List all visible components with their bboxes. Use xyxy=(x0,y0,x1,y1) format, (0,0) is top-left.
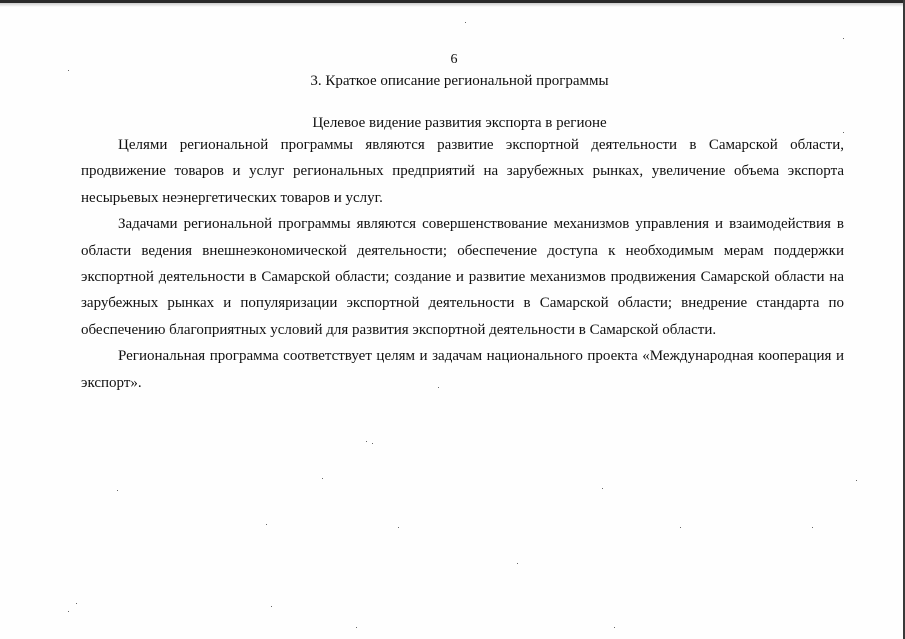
body-text xyxy=(81,132,844,396)
scan-speck xyxy=(856,480,857,481)
scan-speck xyxy=(517,563,518,564)
scan-speck xyxy=(465,22,466,23)
scan-speck xyxy=(356,627,357,628)
scan-speck xyxy=(266,524,267,525)
scan-top-shadow xyxy=(0,3,905,7)
scan-speck xyxy=(76,603,77,604)
scan-speck xyxy=(117,490,118,491)
scan-speck xyxy=(271,606,272,607)
scan-speck xyxy=(843,38,844,39)
scan-speck xyxy=(843,132,844,133)
scan-speck xyxy=(812,527,813,528)
paragraph-compliance: Региональная программа соответствует целям и задачам национального проекта «Международная кооперация и экспорт». xyxy=(81,348,844,391)
scan-speck xyxy=(322,478,323,479)
page-number: 6 xyxy=(450,52,458,67)
scan-speck xyxy=(366,441,367,442)
scan-speck xyxy=(680,527,681,528)
paragraph-goals: Целями региональной программы являются развитие экспортной деятельности в Самарской области, продвижение товаров и услуг региональных предприятий на зарубежных рынках, увеличение объема экспорта несырьевых неэнергетических товаров и услуг. xyxy=(81,137,844,206)
scan-speck xyxy=(68,611,69,612)
scan-speck xyxy=(602,488,603,489)
scan-speck xyxy=(372,443,373,444)
scan-speck xyxy=(68,70,69,71)
subsection-title: Целевое видение развития экспорта в регионе xyxy=(312,115,607,131)
scan-speck xyxy=(438,387,439,388)
section-title: 3. Краткое описание региональной программы xyxy=(310,73,609,89)
scan-speck xyxy=(398,527,399,528)
paragraph-tasks: Задачами региональной программы являются совершенствование механизмов управления и взаимодействия в области ведения внешнеэкономической деятельности; обеспечение доступа к необходимым мерам поддержки экспортной деятельности в Самарской области; создание и развитие механизмов продвижения Самарской области на зарубежных рынках и популяризации экспортной деятельности в Самарской области; внедрение стандарта по обеспечению благоприятных условий для развития экспортной деятельности в Самарской области. xyxy=(81,216,844,338)
scan-speck xyxy=(614,627,615,628)
